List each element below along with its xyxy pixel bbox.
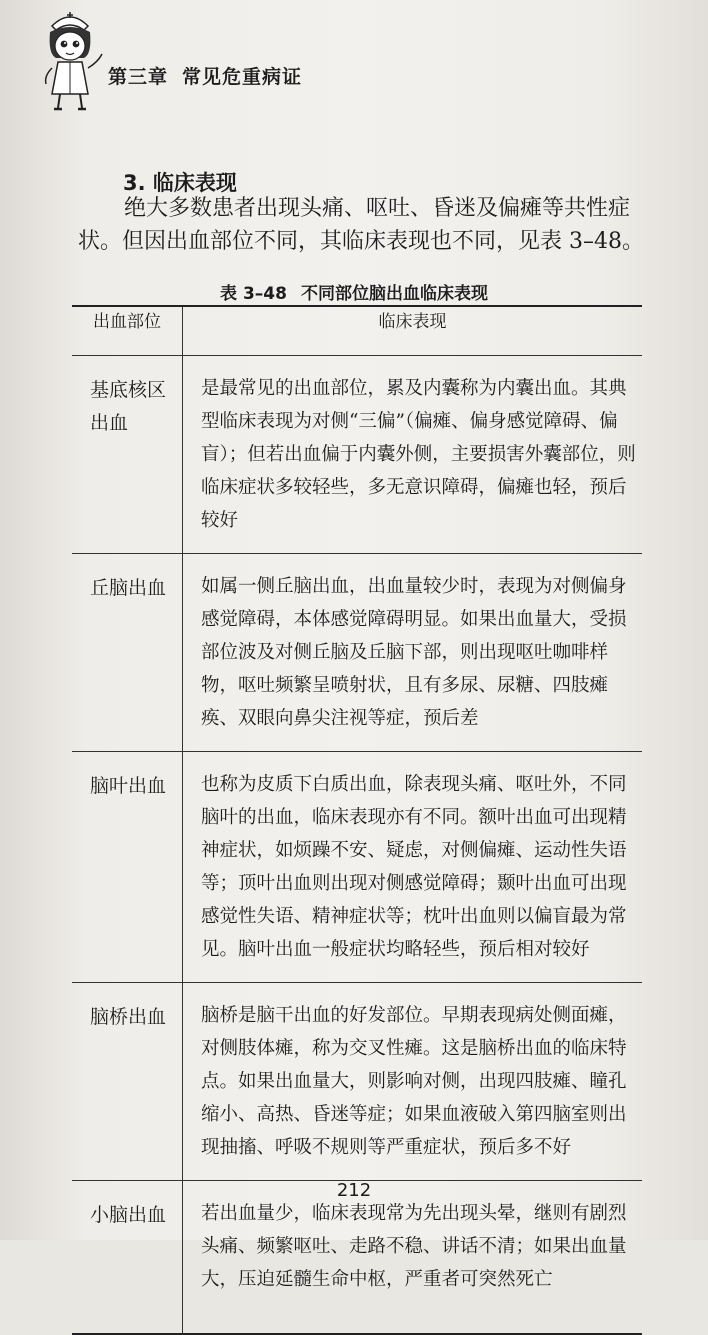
row-site-cell: 丘脑出血 — [72, 554, 183, 752]
chapter-title: 常见危重病证 — [182, 66, 303, 88]
row-description-cell: 若出血量少，临床表现常为先出现头晕，继则有剧烈头痛、频繁呕吐、走路不稳、讲话不清；如果出血量大，压迫延髓生命中枢，严重者可突然死亡 — [201, 1203, 627, 1290]
table-row — [72, 1181, 642, 1335]
table-title: 不同部位脑出血临床表现 — [300, 284, 488, 304]
page-number: 212 — [336, 1180, 372, 1201]
table-caption — [0, 279, 708, 304]
row-site-cell: 脑叶出血 — [72, 752, 183, 983]
column-header-site: 出血部位 — [72, 306, 183, 356]
row-site-cell: 脑桥出血 — [72, 983, 183, 1181]
nurse-mascot-icon — [34, 6, 106, 116]
column-header-manifestation: 临床表现 — [378, 312, 447, 332]
chapter-number: 第三章 — [108, 66, 169, 88]
table-row — [72, 554, 642, 752]
table-row — [72, 752, 642, 983]
row-site-cell: 小脑出血 — [72, 1181, 183, 1335]
table-row — [72, 356, 642, 554]
section-heading: 3. 临床表现 — [123, 171, 237, 195]
chapter-header — [108, 62, 302, 89]
intro-paragraph: 绝大多数患者出现头痛、呕吐、昏迷及偏瘫等共性症状。但因出血部位不同，其临床表现也不同，见表 3–48。 — [78, 196, 644, 254]
row-description-cell: 脑桥是脑干出血的好发部位。早期表现病处侧面瘫，对侧肢体瘫，称为交叉性瘫。这是脑桥出血的临床特点。如果出血量大，则影响对侧，出现四肢瘫、瞳孔缩小、高热、昏迷等症；如果血液破入第四脑室则出现抽搐、呼吸不规则等严重症状，预后多不好 — [201, 1005, 627, 1158]
row-description-cell: 如属一侧丘脑出血，出血量较少时，表现为对侧偏身感觉障碍，本体感觉障碍明显。如果出血量大，受损部位波及对侧丘脑及丘脑下部，则出现呕吐咖啡样物，呕吐频繁呈喷射状，且有多尿、尿糖、四肢瘫痪、双眼向鼻尖注视等症，预后差 — [201, 576, 627, 729]
table-row — [72, 983, 642, 1181]
row-site-cell: 基底核区出血 — [72, 356, 183, 554]
table-header-row — [72, 306, 642, 356]
row-description-cell: 是最常见的出血部位，累及内囊称为内囊出血。其典型临床表现为对侧“三偏”（偏瘫、偏身感觉障碍、偏盲）；但若出血偏于内囊外侧，主要损害外囊部位，则临床症状多较轻些，多无意识障碍，偏瘫也轻，预后较好 — [201, 378, 636, 531]
table-number: 表 3–48 — [220, 284, 287, 304]
row-description-cell: 也称为皮质下白质出血，除表现头痛、呕吐外，不同脑叶的出血，临床表现亦有不同。额叶出血可出现精神症状，如烦躁不安、疑虑，对侧偏瘫、运动性失语等；顶叶出血则出现对侧感觉障碍；颞叶出血可出现感觉性失语、精神症状等；枕叶出血则以偏盲最为常见。脑叶出血一般症状均略轻些，预后相对较好 — [201, 774, 627, 960]
